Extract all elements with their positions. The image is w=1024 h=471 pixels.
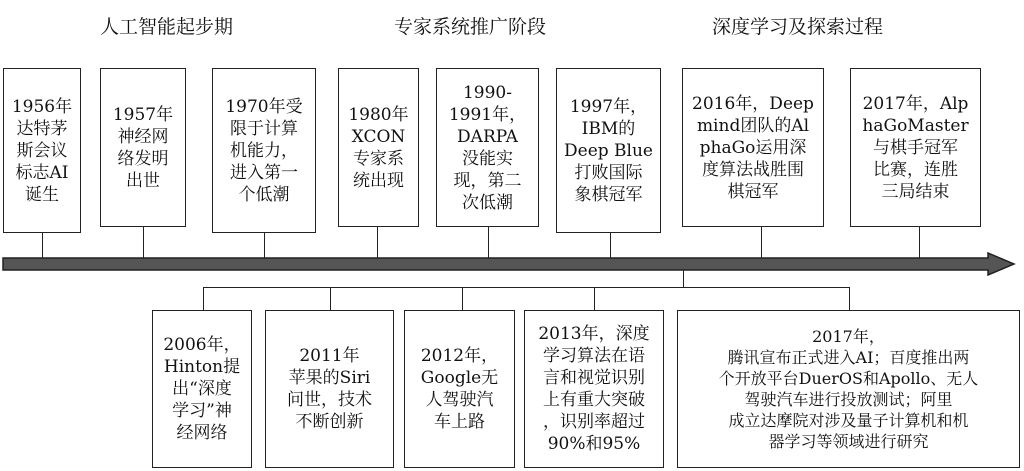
event-text-1997: 1997年， IBM的 Deep Blue 打败国际 象棋冠军 [564,96,653,205]
event-box-2013 [524,310,664,468]
event-box-2017-top [850,68,981,227]
connector-1980 [377,226,378,258]
drop-2013 [594,287,595,310]
event-box-2012 [404,310,515,468]
event-box-1956 [3,68,81,233]
event-text-1956: 1956年 达特茅 斯会议 标志AI 诞生 [11,96,73,205]
event-text-2013: 2013年，深度 学习算法在语 言和视觉识别 上有重大突破 ，识别率超过 90%和95% [538,324,650,454]
bottom-bus [203,287,850,288]
connector-2017-top [919,226,920,258]
drop-2017-bottom [849,287,850,310]
event-text-1990: 1990- 1991年， DARPA 没能实 现，第二 次低潮 [448,82,527,213]
event-box-1997 [556,68,661,233]
timeline-arrow [3,253,1014,275]
event-box-2006 [152,310,252,468]
connector-1990 [488,226,489,258]
event-box-2016 [682,68,824,227]
event-text-2006: 2006年， Hinton提 出“深度 学习”神 经网络 [163,335,241,443]
drop-2012 [462,287,463,310]
phase-title-deep-learning: 深度学习及探索过程 [712,16,884,38]
event-text-1957: 1957年 神经网 络发明 出世 [112,104,174,191]
event-text-1970: 1970年受 限于计算 机能力， 进入第一 个低潮 [225,96,303,205]
event-text-1980: 1980年 XCON 专家系 统出现 [348,104,409,191]
event-text-2011: 2011年 苹果的Siri 问世，技术 不断创新 [287,346,372,432]
connector-2016 [761,226,762,258]
phase-title-expert-systems: 专家系统推广阶段 [394,16,547,38]
bottom-trunk [683,270,684,288]
timeline-axis [0,252,1024,276]
event-box-1957 [100,68,186,227]
event-text-2012: 2012年， Google无 人驾驶汽 车上路 [420,346,499,432]
event-text-2017-top: 2017年，Alp haGoMaster 与棋手冠军 比赛，连胜 三局结束 [862,93,969,202]
event-box-1990 [436,68,539,227]
event-box-1970 [212,68,316,233]
connector-1997 [610,232,611,258]
event-box-2017-bottom [677,310,1020,468]
drop-2006 [203,287,204,310]
event-box-2011 [265,310,394,468]
connector-1956 [42,232,43,258]
connector-1970 [264,232,265,258]
drop-2011 [330,287,331,310]
event-text-2017-bottom: 2017年， 腾讯宣布正式进入AI；百度推出两 个开放平台DuerOS和Apollo、无人 驾驶汽车进行投放测试；阿里 成立达摩院对涉及量子计算机和机 器学习等领域进行研究 [718,327,979,451]
connector-1957 [143,226,144,258]
event-box-1980 [338,68,419,227]
phase-title-ai-startup: 人工智能起步期 [100,16,234,38]
event-text-2016: 2016年，Deep mind团队的Al phaGo运用深 度算法战胜围 棋冠军 [692,93,814,202]
